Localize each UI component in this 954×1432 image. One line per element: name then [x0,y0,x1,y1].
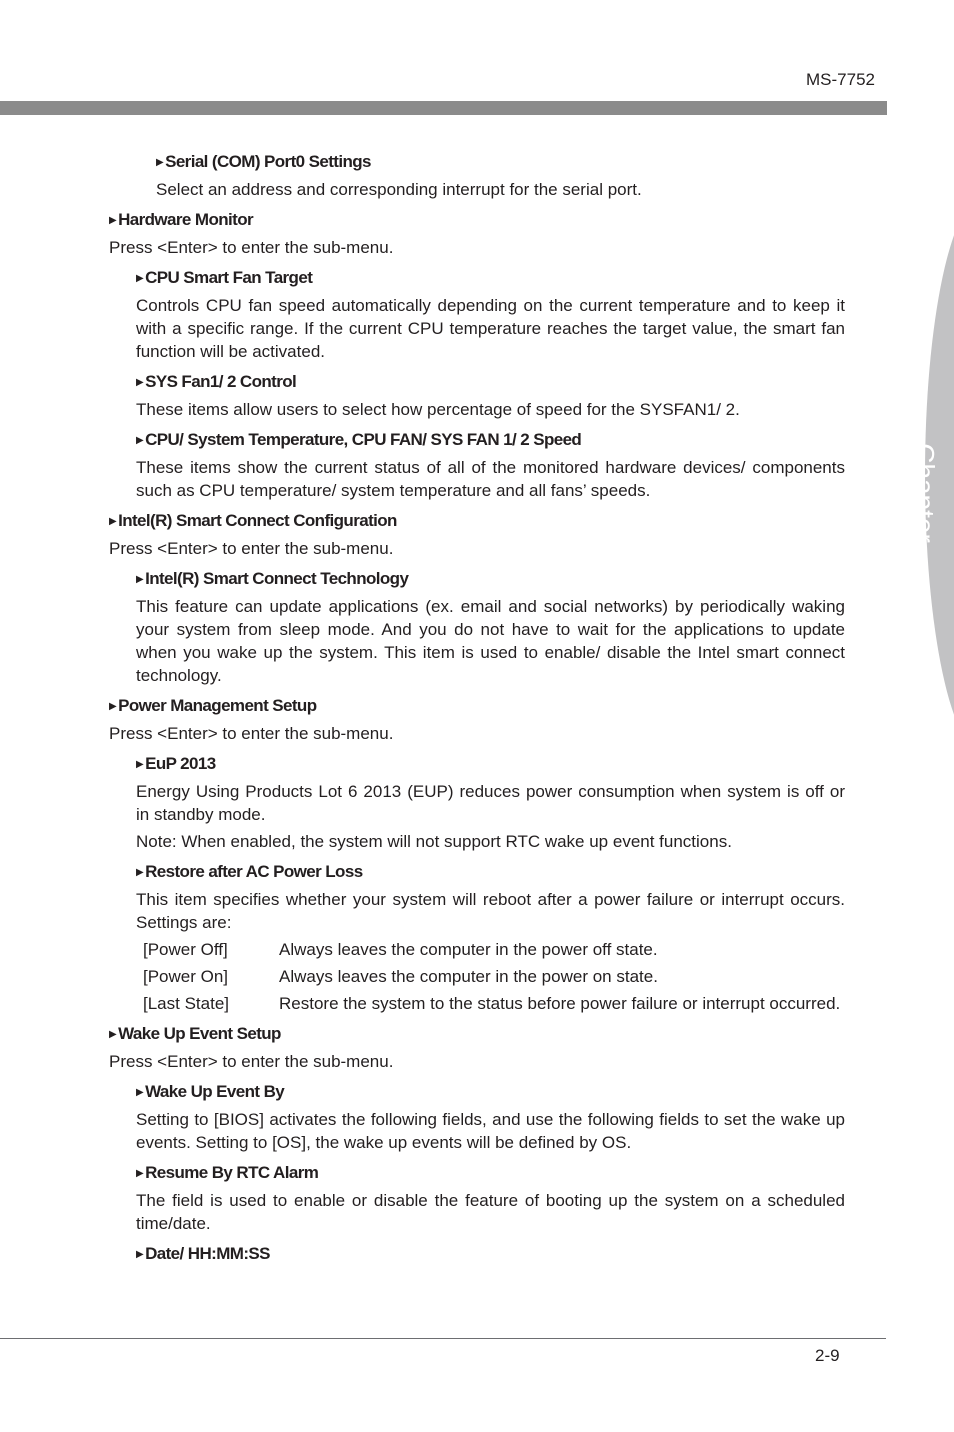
section-body-eup: Energy Using Products Lot 6 2013 (EUP) reduces power consumption when system is off or in standby mode. [136,782,845,824]
triangle-bullet-icon: ▶ [136,377,144,388]
setting-desc: Always leaves the computer in the power on state. [279,967,658,986]
setting-row [143,965,845,988]
section-heading-temperatures: ▶ CPU/ System Temperature, CPU FAN/ SYS FAN 1/ 2 Speed [136,429,845,452]
section-heading-rtc-alarm: ▶ Resume By RTC Alarm [136,1162,845,1185]
section-body-restore-ac: This item specifies whether your system will reboot after a power failure or interrupt occurs. Settings are: [136,890,845,932]
section-body-power-management: Press <Enter> to enter the sub-menu. [109,724,394,743]
section-note-eup: Note: When enabled, the system will not support RTC wake up event functions. [136,832,732,851]
triangle-bullet-icon: ▶ [109,516,117,527]
triangle-bullet-icon: ▶ [109,701,117,712]
setting-key: [Power On] [143,967,229,986]
triangle-bullet-icon: ▶ [109,1029,117,1040]
section-body-wake-up: Press <Enter> to enter the sub-menu. [109,1052,394,1071]
section-body-cpu-smart-fan: Controls CPU fan speed automatically depending on the current temperature and to keep it with a specific range. If the current CPU temperature reaches the target value, the smart fan function will be activated. [136,296,845,361]
settings-list [143,938,845,1015]
section-heading-eup: ▶ EuP 2013 [136,753,845,776]
section-heading-sys-fan: ▶ SYS Fan1/ 2 Control [136,371,845,394]
triangle-bullet-icon: ▶ [136,1168,144,1179]
section-heading-serial-port0: ▶ Serial (COM) Port0 Settings [156,151,845,174]
section-body-rtc-alarm: The field is used to enable or disable the feature of booting up the system on a scheduled time/date. [136,1191,845,1233]
section-body-temperatures: These items show the current status of all of the monitored hardware devices/ components such as CPU temperature/ system temperature and all fans’ speeds. [136,458,845,500]
setting-desc: Always leaves the computer in the power off state. [279,940,658,959]
setting-key: [Last State] [143,994,229,1013]
header-bar [0,101,887,115]
section-heading-wake-up-event-by: ▶ Wake Up Event By [136,1081,845,1104]
setting-row [143,938,845,961]
setting-key: [Power Off] [143,940,228,959]
section-body-smart-connect: Press <Enter> to enter the sub-menu. [109,539,394,558]
chapter-label: Chapter 2 [873,443,940,543]
triangle-bullet-icon: ▶ [136,867,144,878]
triangle-bullet-icon: ▶ [136,273,144,284]
section-body-smart-connect-tech: This feature can update applications (ex. email and social networks) by periodically waking your system from sleep mode. And you do not have to wait for the applications to update when you wake up the system. This item is used to enable/ disable the Intel smart connect technology. [136,597,845,685]
triangle-bullet-icon: ▶ [136,1087,144,1098]
section-body-hardware-monitor: Press <Enter> to enter the sub-menu. [109,238,394,257]
section-body-sys-fan: These items allow users to select how percentage of speed for the SYSFAN1/ 2. [136,400,740,419]
triangle-bullet-icon: ▶ [109,215,117,226]
triangle-bullet-icon: ▶ [156,157,164,168]
section-heading-cpu-smart-fan: ▶ CPU Smart Fan Target [136,267,845,290]
section-heading-wake-up: ▶ Wake Up Event Setup [109,1023,845,1046]
model-number: MS-7752 [806,70,875,89]
triangle-bullet-icon: ▶ [136,574,144,585]
section-heading-hardware-monitor: ▶ Hardware Monitor [109,209,845,232]
section-body-wake-up-event-by: Setting to [BIOS] activates the following fields, and use the following fields to set the wake up events. Setting to [OS], the wake up events will be defined by OS. [136,1110,845,1152]
section-body-serial-port0: Select an address and corresponding interrupt for the serial port. [156,180,642,199]
setting-desc: Restore the system to the status before power failure or interrupt occurred. [279,994,841,1013]
section-heading-power-management: ▶ Power Management Setup [109,695,845,718]
page-number: 2-9 [815,1346,840,1365]
section-heading-smart-connect: ▶ Intel(R) Smart Connect Configuration [109,510,845,533]
section-heading-restore-ac: ▶ Restore after AC Power Loss [136,861,845,884]
section-heading-smart-connect-tech: ▶ Intel(R) Smart Connect Technology [136,568,845,591]
section-heading-date-time: ▶ Date/ HH:MM:SS [136,1243,845,1266]
setting-row [143,992,845,1015]
triangle-bullet-icon: ▶ [136,435,144,446]
triangle-bullet-icon: ▶ [136,1249,144,1260]
page-content [109,151,845,1270]
triangle-bullet-icon: ▶ [136,759,144,770]
footer-rule [0,1338,886,1339]
